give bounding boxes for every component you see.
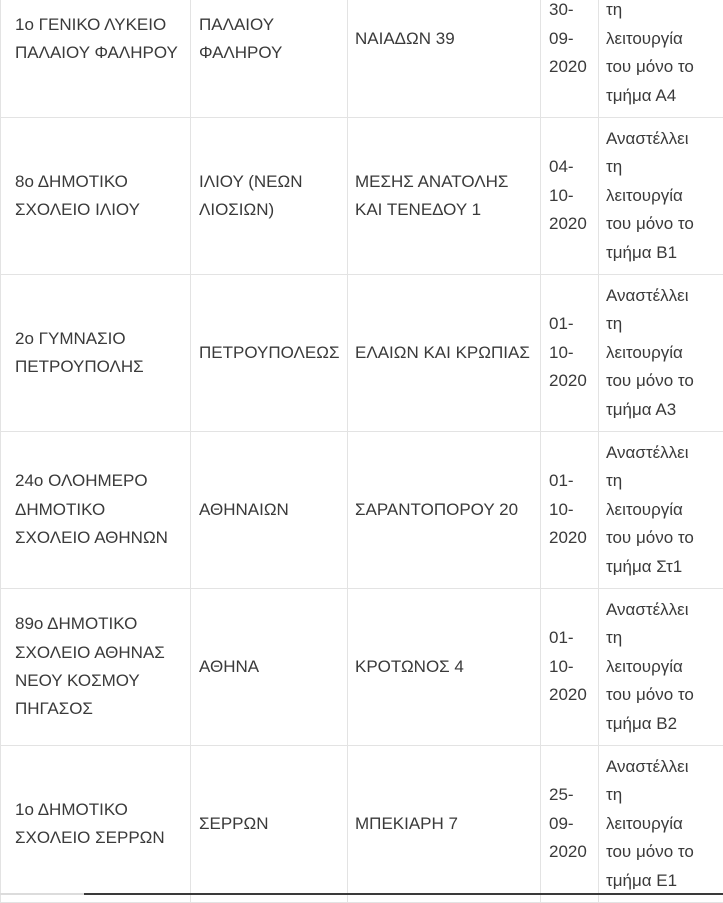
table-row (1, 589, 723, 746)
date-cell-line: 10- (549, 653, 596, 681)
date-cell-line: 09- (549, 25, 596, 53)
address-cell-line: ΝΑΙΑΔΩΝ 39 (355, 25, 534, 53)
school-name-cell-line: ΣΧΟΛΕΙΟ ΙΛΙΟΥ (15, 196, 184, 224)
date-cell-line: 2020 (549, 681, 596, 709)
status-cell-line: τη (606, 467, 723, 495)
status-cell-line: τη (606, 0, 723, 25)
status-cell-line: του μόνο το (606, 524, 723, 552)
area-cell (191, 746, 348, 903)
date-cell (541, 275, 599, 432)
address-cell (348, 0, 541, 118)
status-cell-line: τη (606, 310, 723, 338)
area-cell-line: ΣΕΡΡΩΝ (199, 810, 341, 838)
status-cell-line: λειτουργία (606, 653, 723, 681)
date-cell-line: 01- (549, 310, 596, 338)
status-cell-line: Αναστέλλει (606, 439, 723, 467)
area-cell-line: ΠΕΤΡΟΥΠΟΛΕΩΣ (199, 339, 341, 367)
date-cell-line: 2020 (549, 367, 596, 395)
table-body (1, 0, 723, 903)
school-name-cell (1, 746, 191, 903)
status-cell-line: του μόνο το (606, 681, 723, 709)
school-name-cell-line: 1ο ΓΕΝΙΚΟ ΛΥΚΕΙΟ (15, 11, 184, 39)
status-cell-line: του μόνο το (606, 838, 723, 866)
date-cell (541, 589, 599, 746)
date-cell-line: 01- (549, 624, 596, 652)
address-cell (348, 275, 541, 432)
date-cell (541, 118, 599, 275)
status-cell-line: τμήμα Α4 (606, 82, 723, 110)
area-cell-line: ΑΘΗΝΑ (199, 653, 341, 681)
area-cell-line: ΙΛΙΟΥ (ΝΕΩΝ (199, 168, 341, 196)
school-name-cell-line: ΣΧΟΛΕΙΟ ΑΘΗΝΩΝ (15, 524, 184, 552)
address-cell-line: ΜΠΕΚΙΑΡΗ 7 (355, 810, 534, 838)
area-cell-line: ΛΙΟΣΙΩΝ) (199, 196, 341, 224)
status-cell-line: τμήμα Στ1 (606, 553, 723, 581)
status-cell-line: τμήμα Α3 (606, 396, 723, 424)
date-cell-line: 25- (549, 781, 596, 809)
status-cell-line: Αναστέλλει (606, 753, 723, 781)
date-cell-line: 2020 (549, 524, 596, 552)
table-row (1, 746, 723, 903)
school-name-cell-line: ΠΗΓΑΣΟΣ (15, 695, 184, 723)
school-name-cell-line: 2ο ΓΥΜΝΑΣΙΟ (15, 325, 184, 353)
table-row (1, 432, 723, 589)
status-cell-line: λειτουργία (606, 496, 723, 524)
status-cell-line: λειτουργία (606, 182, 723, 210)
date-cell-line: 09- (549, 810, 596, 838)
date-cell-line: 01- (549, 467, 596, 495)
status-cell-line: τη (606, 781, 723, 809)
date-cell-line: 2020 (549, 838, 596, 866)
status-cell-line: του μόνο το (606, 210, 723, 238)
table-row (1, 0, 723, 118)
school-name-cell-line: ΣΧΟΛΕΙΟ ΣΕΡΡΩΝ (15, 824, 184, 852)
school-name-cell (1, 432, 191, 589)
area-cell (191, 432, 348, 589)
date-cell-line: 2020 (549, 53, 596, 81)
status-cell-line: λειτουργία (606, 339, 723, 367)
status-cell (599, 118, 723, 275)
area-cell (191, 118, 348, 275)
school-name-cell-line: 24ο ΟΛΟΗΜΕΡΟ (15, 467, 184, 495)
status-cell-line: τη (606, 624, 723, 652)
date-cell (541, 0, 599, 118)
address-cell (348, 432, 541, 589)
status-cell-line: Αναστέλλει (606, 282, 723, 310)
status-cell-line: λειτουργία (606, 25, 723, 53)
area-cell-line: ΑΘΗΝΑΙΩΝ (199, 496, 341, 524)
table-row (1, 275, 723, 432)
status-cell-line: τη (606, 153, 723, 181)
date-cell-line: 10- (549, 182, 596, 210)
status-cell-line: Αναστέλλει (606, 125, 723, 153)
school-name-cell-line: ΠΑΛΑΙΟΥ ΦΑΛΗΡΟΥ (15, 39, 184, 67)
table-row (1, 118, 723, 275)
school-name-cell-line: 1ο ΔΗΜΟΤΙΚΟ (15, 796, 184, 824)
status-cell (599, 432, 723, 589)
address-cell-line: ΕΛΑΙΩΝ ΚΑΙ ΚΡΩΠΙΑΣ (355, 339, 534, 367)
date-cell (541, 746, 599, 903)
address-cell-line: ΜΕΣΗΣ ΑΝΑΤΟΛΗΣ (355, 168, 534, 196)
school-name-cell-line: ΝΕΟΥ ΚΟΣΜΟΥ (15, 667, 184, 695)
address-cell-line: ΚΡΟΤΩΝΟΣ 4 (355, 653, 534, 681)
school-name-cell-line: ΔΗΜΟΤΙΚΟ (15, 496, 184, 524)
status-cell (599, 589, 723, 746)
area-cell-line: ΦΑΛΗΡΟΥ (199, 39, 341, 67)
status-cell-line: του μόνο το (606, 367, 723, 395)
school-name-cell (1, 275, 191, 432)
date-cell-line: 10- (549, 496, 596, 524)
status-cell-line: τμήμα Β2 (606, 710, 723, 738)
status-cell (599, 275, 723, 432)
status-cell-line: τμήμα Β1 (606, 239, 723, 267)
school-name-cell-line: 89ο ΔΗΜΟΤΙΚΟ (15, 610, 184, 638)
status-cell-line: τμήμα Ε1 (606, 867, 723, 895)
area-cell (191, 589, 348, 746)
date-cell-line: 04- (549, 153, 596, 181)
status-cell-line: λειτουργία (606, 810, 723, 838)
school-name-cell-line: 8ο ΔΗΜΟΤΙΚΟ (15, 168, 184, 196)
date-cell-line: 2020 (549, 210, 596, 238)
school-name-cell (1, 118, 191, 275)
address-cell (348, 118, 541, 275)
status-cell-line: του μόνο το (606, 53, 723, 81)
address-cell-line: ΣΑΡΑΝΤΟΠΟΡΟΥ 20 (355, 496, 534, 524)
address-cell (348, 746, 541, 903)
school-name-cell (1, 0, 191, 118)
area-cell (191, 275, 348, 432)
date-cell (541, 432, 599, 589)
status-cell (599, 746, 723, 903)
date-cell-line: 30- (549, 0, 596, 25)
area-cell-line: ΠΑΛΑΙΟΥ (199, 11, 341, 39)
status-cell (599, 0, 723, 118)
area-cell (191, 0, 348, 118)
school-name-cell (1, 589, 191, 746)
school-name-cell-line: ΣΧΟΛΕΙΟ ΑΘΗΝΑΣ (15, 639, 184, 667)
school-name-cell-line: ΠΕΤΡΟΥΠΟΛΗΣ (15, 353, 184, 381)
address-cell (348, 589, 541, 746)
date-cell-line: 10- (549, 339, 596, 367)
status-cell-line: Αναστέλλει (606, 596, 723, 624)
address-cell-line: ΚΑΙ ΤΕΝΕΔΟΥ 1 (355, 196, 534, 224)
